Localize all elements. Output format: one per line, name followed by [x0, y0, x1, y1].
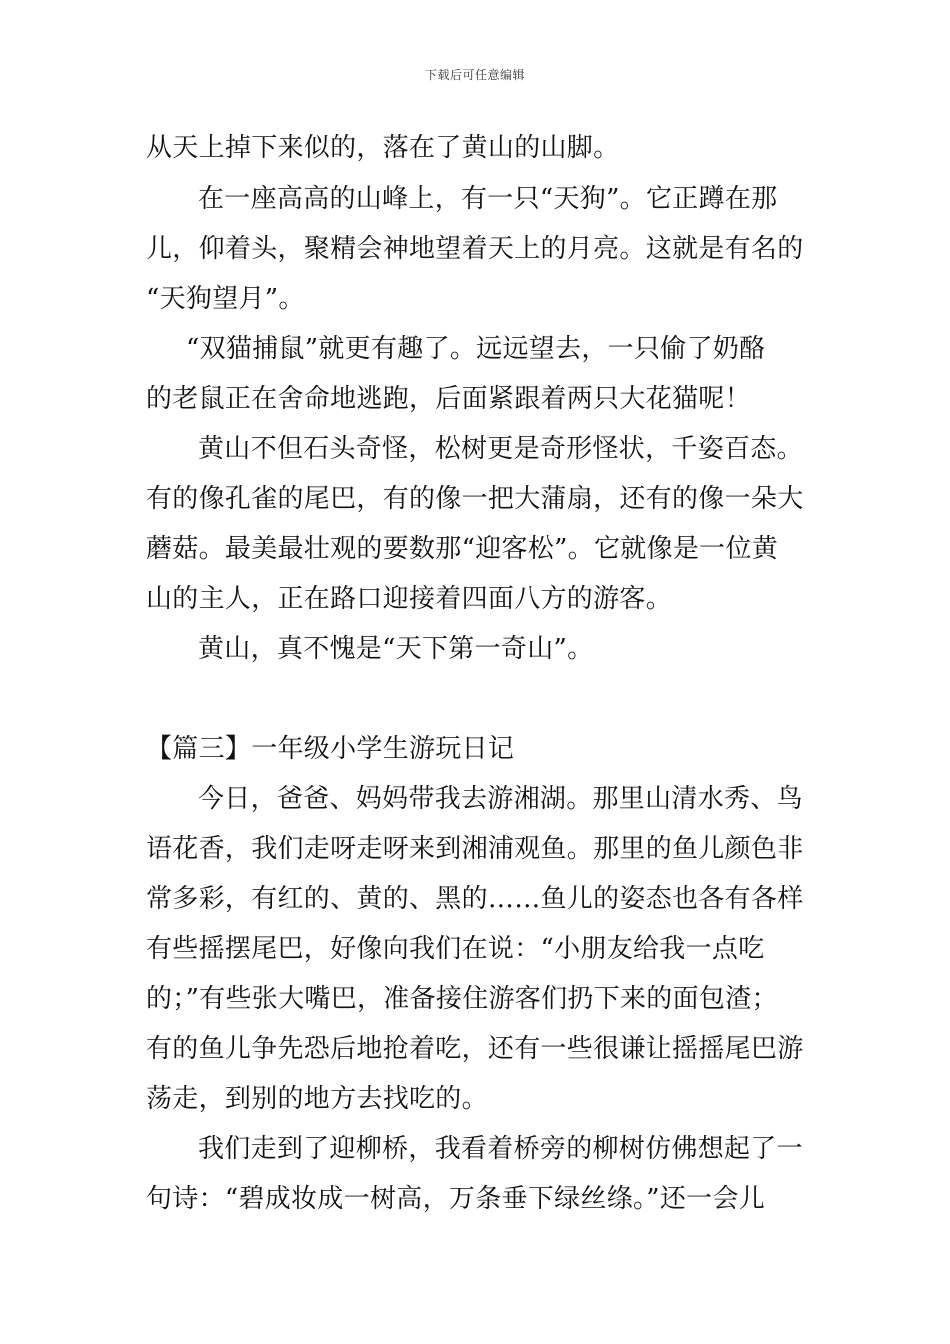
text-line: 有的像孔雀的尾巴，有的像一把大蒲扇，还有的像一朵大 [146, 484, 804, 514]
text-line: “天狗望月”。 [146, 284, 305, 314]
page-header: 下载后可任意编辑 [424, 68, 525, 82]
text-line: 山的主人，正在路口迎接着四面八方的游客。 [146, 584, 673, 614]
text-line: 今日，爸爸、妈妈带我去游湘湖。那里山清水秀、鸟 [198, 784, 803, 814]
text-line: 有的鱼儿争先恐后地抢着吃，还有一些很谦让摇摇尾巴游 [146, 1034, 804, 1064]
text-line: 荡走，到别的地方去找吃的。 [146, 1084, 488, 1114]
text-line: 蘑菇。最美最壮观的要数那“迎客松”。它就像是一位黄 [146, 534, 779, 564]
text-line: 从天上掉下来似的，落在了黄山的山脚。 [146, 133, 620, 163]
text-line: 的；”有些张大嘴巴，准备接住游客们扔下来的面包渣； [146, 984, 778, 1014]
text-line: 在一座高高的山峰上，有一只“天狗”。它正蹲在那 [198, 184, 778, 214]
text-line: 黄山，真不愧是“天下第一奇山”。 [198, 634, 594, 664]
text-line: 儿，仰着头，聚精会神地望着天上的月亮。这就是有名的 [146, 234, 804, 264]
text-line: “双猫捕鼠”就更有趣了。远远望去，一只偷了奶酪 [186, 334, 766, 364]
text-line: 句诗：“碧成妆成一树高，万条垂下绿丝绦。”还一会儿 [146, 1184, 766, 1214]
text-line: 语花香，我们走呀走呀来到湘浦观鱼。那里的鱼儿颜色非 [146, 834, 804, 864]
text-line: 有些摇摆尾巴，好像向我们在说：“小朋友给我一点吃 [146, 934, 765, 964]
text-line: 常多彩，有红的、黄的、黑的……鱼儿的姿态也各有各样 [146, 884, 804, 914]
text-line: 黄山不但石头奇怪，松树更是奇形怪状，千姿百态。 [198, 434, 803, 464]
text-line: 我们走到了迎柳桥，我看着桥旁的柳树仿佛想起了一 [198, 1134, 803, 1164]
text-line: 的老鼠正在舍命地逃跑，后面紧跟着两只大花猫呢！ [146, 384, 751, 414]
section-heading: 【篇三】一年级小学生游玩日记 [146, 734, 515, 764]
